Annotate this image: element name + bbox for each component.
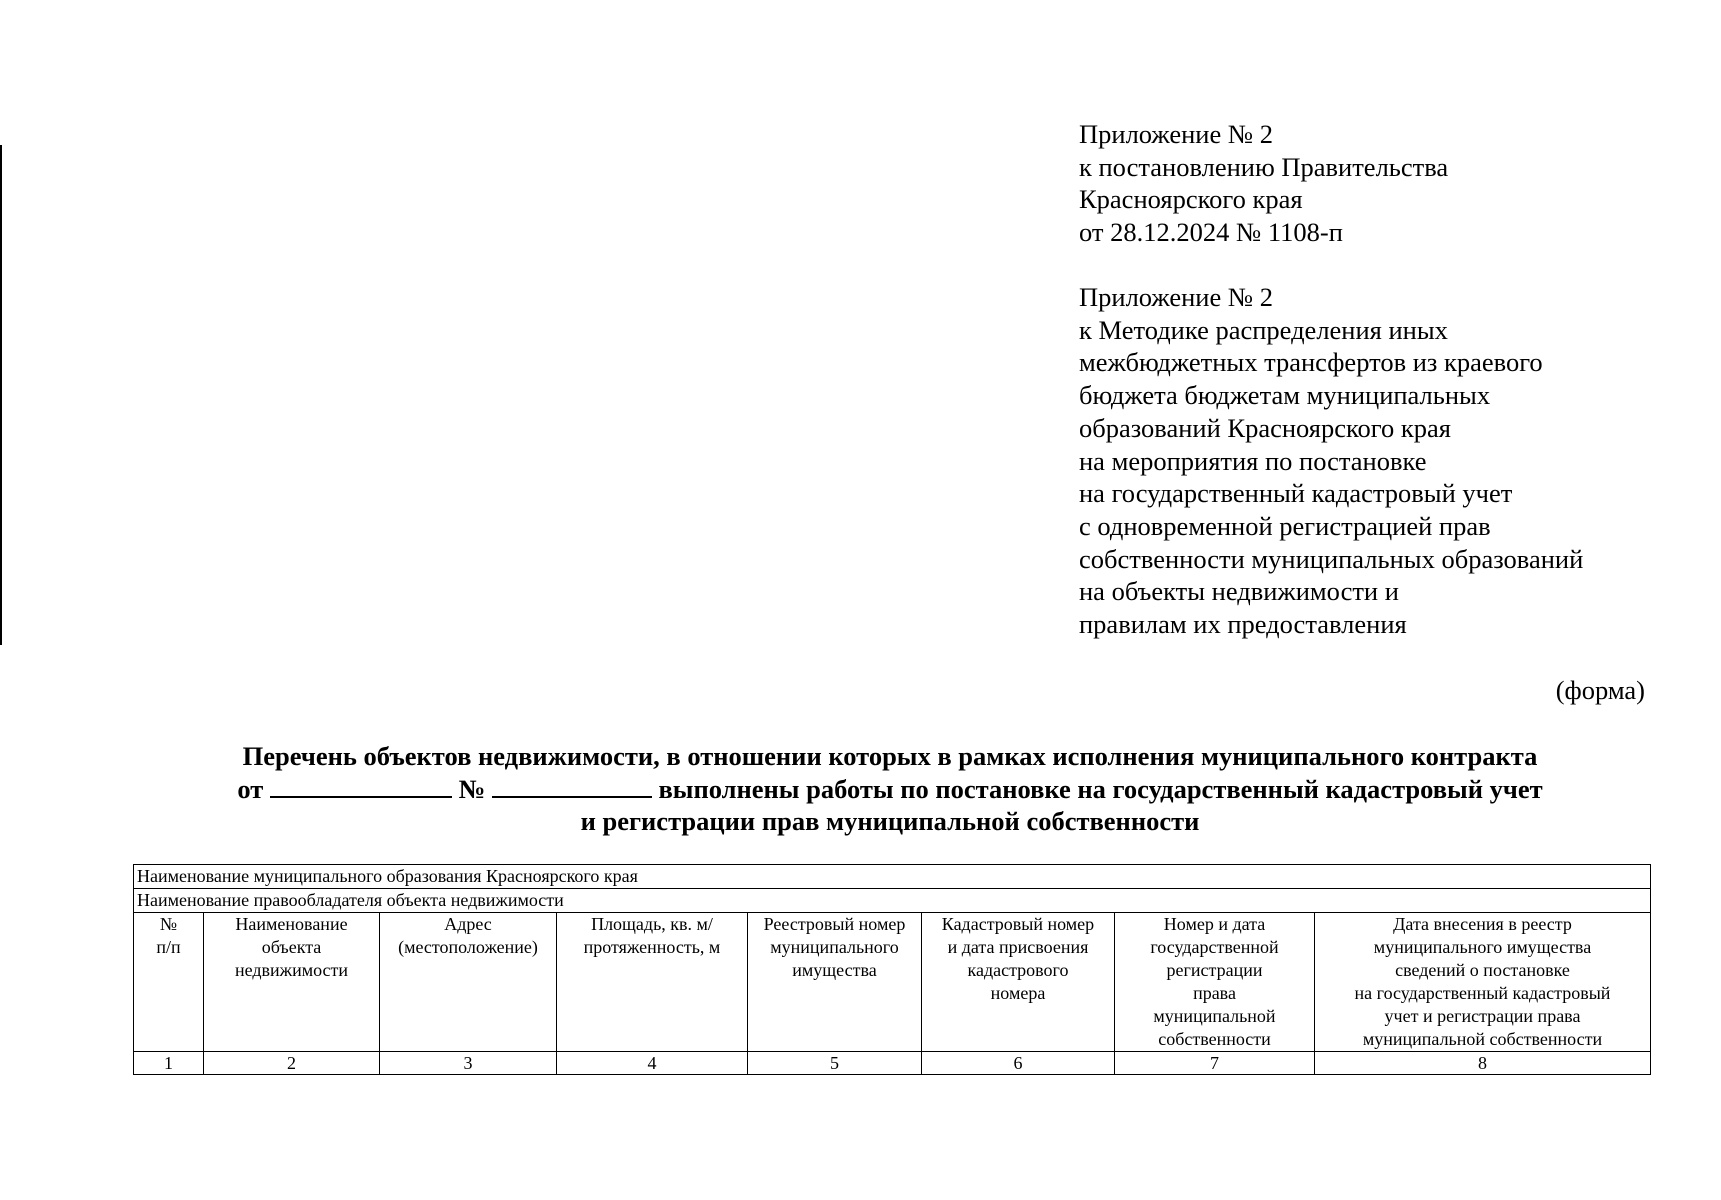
header-line: и дата присвоения bbox=[947, 937, 1089, 957]
appendix-2-line: образований Красноярского края bbox=[1079, 412, 1451, 443]
header-line: (местоположение) bbox=[398, 937, 538, 957]
header-cell-cadastral-number bbox=[922, 913, 1115, 1052]
form-label: (форма) bbox=[1555, 675, 1645, 705]
appendix-2-line: к Методике распределения иных bbox=[1079, 314, 1448, 345]
header-line: Наименование bbox=[235, 914, 348, 934]
title-line-2-rest: выполнены работы по постановке на государственный кадастровый учет bbox=[658, 773, 1543, 804]
header-line: права bbox=[1193, 983, 1236, 1003]
header-line: кадастрового bbox=[967, 960, 1069, 980]
appendix-2-line: Приложение № 2 bbox=[1079, 282, 1274, 312]
header-cell-registration bbox=[1115, 913, 1315, 1052]
header-line: Реестровый номер bbox=[763, 914, 906, 934]
column-number-cell: 7 bbox=[1115, 1052, 1315, 1075]
header-cell-address bbox=[380, 913, 557, 1052]
scan-edge-line bbox=[0, 145, 2, 645]
header-line: сведений о постановке bbox=[1395, 960, 1570, 980]
header-line: на государственный кадастровый bbox=[1354, 983, 1611, 1003]
rightholder-row bbox=[134, 889, 1651, 913]
appendix-2-line: правилам их предоставления bbox=[1079, 609, 1407, 640]
header-line: муниципальной bbox=[1153, 1006, 1276, 1026]
appendix-1-block bbox=[1079, 118, 1448, 249]
header-line: объекта bbox=[261, 937, 322, 957]
column-number-row bbox=[134, 1052, 1651, 1075]
appendix-1-line: Приложение № 2 bbox=[1079, 119, 1274, 149]
header-line: номера bbox=[990, 983, 1046, 1003]
header-line: п/п bbox=[156, 937, 181, 957]
header-line: Дата внесения в реестр bbox=[1393, 914, 1572, 934]
appendix-1-line: Красноярского края bbox=[1079, 184, 1303, 215]
header-cell-number bbox=[134, 913, 204, 1052]
header-line: муниципального bbox=[770, 937, 899, 957]
header-line: Площадь, кв. м/ bbox=[591, 914, 713, 934]
header-cell-area bbox=[557, 913, 748, 1052]
appendix-2-line: собственности муниципальных образований bbox=[1079, 543, 1584, 574]
column-number-cell: 6 bbox=[922, 1052, 1115, 1075]
rightholder-cell: Наименование правообладателя объекта недвижимости bbox=[134, 889, 1651, 913]
header-line: учет и регистрации права bbox=[1384, 1006, 1581, 1026]
header-line: регистрации bbox=[1166, 960, 1263, 980]
objects-table bbox=[133, 864, 1651, 1075]
header-line: Номер и дата bbox=[1163, 914, 1266, 934]
municipality-cell: Наименование муниципального образования Красноярского края bbox=[134, 865, 1651, 889]
header-cell-registry-number bbox=[748, 913, 922, 1052]
appendix-2-line: бюджета бюджетам муниципальных bbox=[1079, 380, 1491, 411]
header-cell-registry-entry-date bbox=[1315, 913, 1651, 1052]
title-line-1: Перечень объектов недвижимости, в отношении которых в рамках исполнения муниципального контракта bbox=[242, 741, 1538, 771]
appendix-1-line: к постановлению Правительства bbox=[1079, 151, 1449, 182]
appendix-2-line: на государственный кадастровый учет bbox=[1079, 478, 1513, 509]
appendix-2-line: на объекты недвижимости и bbox=[1079, 576, 1399, 607]
column-number-cell: 3 bbox=[380, 1052, 557, 1075]
header-line: недвижимости bbox=[234, 960, 349, 980]
document-title bbox=[130, 740, 1650, 838]
title-line-3: и регистрации прав муниципальной собственности bbox=[580, 806, 1200, 836]
title-number-sign: № bbox=[458, 773, 486, 804]
column-number-cell: 5 bbox=[748, 1052, 922, 1075]
column-number-cell: 8 bbox=[1315, 1052, 1651, 1075]
header-line: № bbox=[159, 914, 178, 934]
header-line: муниципальной собственности bbox=[1362, 1029, 1603, 1049]
contract-number-blank[interactable] bbox=[492, 774, 652, 798]
header-cell-object-name bbox=[204, 913, 380, 1052]
appendix-1-line: от 28.12.2024 № 1108-п bbox=[1079, 217, 1343, 248]
column-number-cell: 1 bbox=[134, 1052, 204, 1075]
appendix-2-line: на мероприятия по постановке bbox=[1079, 445, 1427, 476]
appendix-2-block bbox=[1079, 281, 1583, 641]
contract-date-blank[interactable] bbox=[270, 774, 452, 798]
table-header-row bbox=[134, 913, 1651, 1052]
header-line: муниципального имущества bbox=[1373, 937, 1592, 957]
header-line: имущества bbox=[792, 960, 877, 980]
appendix-2-line: с одновременной регистрацией прав bbox=[1079, 510, 1491, 541]
title-line-2 bbox=[130, 773, 1650, 806]
municipality-row bbox=[134, 865, 1651, 889]
column-number-cell: 2 bbox=[204, 1052, 380, 1075]
header-line: Кадастровый номер bbox=[941, 914, 1095, 934]
header-line: Адрес bbox=[444, 914, 492, 934]
header-line: собственности bbox=[1158, 1029, 1271, 1049]
column-number-cell: 4 bbox=[557, 1052, 748, 1075]
appendix-2-line: межбюджетных трансфертов из краевого bbox=[1079, 347, 1543, 378]
header-line: протяженность, м bbox=[583, 937, 721, 957]
header-line: государственной bbox=[1150, 937, 1279, 957]
title-from-label: от bbox=[237, 773, 264, 804]
